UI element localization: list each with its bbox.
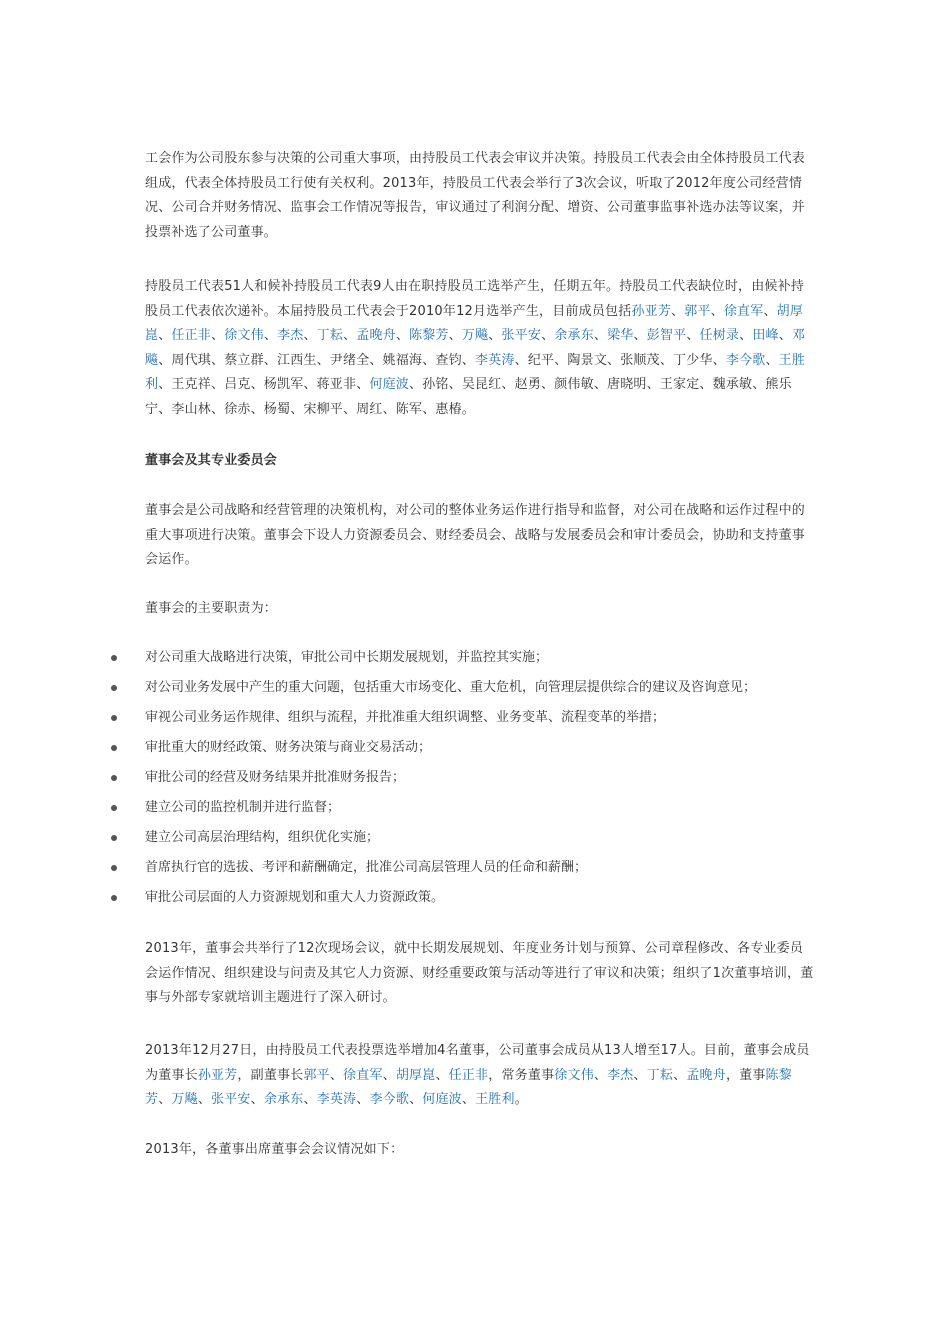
text-run: 、 [673,1067,687,1083]
text-run: 、 [409,1092,423,1107]
text-run: 、 [541,328,555,343]
text-run: 、 [382,1067,396,1083]
text-run: 、 [739,328,753,343]
text-run: 、 [197,1092,212,1107]
text-run: 、孙铭、吴昆红、赵勇、颜伟敏、唐晓明、王家定、魏承敏、熊乐宁、李山林、徐赤、杨蜀、宋柳平、周红、陈军、惠椿。 [145,377,792,417]
text-run: 2013年12月27日，由持股员工代表投票选举增加4名董事，公司董事会成员从13人增至17人。目前，董事会成员为董事长 [145,1043,810,1083]
person-link[interactable]: 徐文伟 [554,1067,594,1083]
person-link[interactable]: 丁耘 [646,1067,674,1083]
text-run: 、 [395,328,410,343]
person-link[interactable]: 丁耘 [316,328,344,343]
person-link[interactable]: 梁华 [607,328,634,343]
text-run: 、 [671,303,685,319]
person-link[interactable]: 任正非 [448,1067,489,1083]
person-link[interactable]: 邓飚 [145,328,806,368]
section-heading: 董事会及其专业委员会 [145,453,278,468]
bullet-icon [111,835,117,841]
person-link[interactable]: 孟晚舟 [686,1067,726,1083]
person-link[interactable]: 胡厚崑 [395,1067,436,1083]
text-run: ，董事 [725,1067,766,1083]
text-run: 、王克祥、吕克、杨凯军、蒋亚非、 [158,377,370,392]
text-run: 、 [778,328,792,343]
person-link[interactable]: 万飚 [461,328,489,343]
person-link[interactable]: 孙亚芳 [197,1067,238,1083]
bullet-icon [111,685,117,691]
person-link[interactable]: 张平安 [501,328,542,343]
person-link[interactable]: 李杰 [607,1067,634,1083]
paragraph-board-members [145,1039,815,1113]
paragraph-representatives [145,275,815,422]
text-run: 、 [356,1092,370,1107]
text-run: 、 [435,1067,449,1083]
person-link[interactable]: 张平安 [211,1092,251,1107]
person-link[interactable]: 郭平 [684,303,711,319]
text-run: 、 [448,328,462,343]
text-run: 、 [633,1067,647,1083]
text-run: 、 [461,1092,476,1107]
person-link[interactable]: 徐直军 [343,1067,383,1083]
person-link[interactable]: 胡厚崑 [145,303,804,343]
bullet-icon [111,655,117,661]
text-run: 、 [593,328,608,343]
text-run: 、 [686,328,700,343]
list-item: 审批重大的财经政策、财务决策与商业交易活动； [0,733,950,763]
text-run: 、纪平、陶景文、张顺茂、丁少华、 [514,352,726,368]
person-link[interactable]: 任正非 [171,328,212,343]
text-run: 、周代琪、蔡立群、江西生、尹绪全、姚福海、查钧、 [158,352,476,368]
list-item: 对公司业务发展中产生的重大问题，包括重大市场变化、重大危机，向管理层提供综合的建议及咨询意见； [0,673,950,703]
text-run: 、 [763,303,777,319]
person-link[interactable]: 李今歌 [725,352,766,368]
list-item: 建立公司的监控机制并进行监督； [0,793,950,823]
person-link[interactable]: 孟晚舟 [356,328,396,343]
person-link[interactable]: 李英涛 [475,352,515,368]
text-run: 、 [343,328,357,343]
text-run: 、 [765,352,779,368]
person-link[interactable]: 田峰 [752,328,779,343]
person-link[interactable]: 余承东 [263,1092,304,1107]
list-item: 建立公司高层治理结构，组织优化实施； [0,823,950,853]
text-run: 持股员工代表51人和候补持股员工代表9人由在职持股员工选举产生，任期五年。持股员工代表缺位时，由候补持股员工代表依次递补。本届持股员工代表会于2010年12月选举产生，目前成员包括 [145,279,805,319]
text-run: 、 [488,328,502,343]
person-link[interactable]: 郭平 [303,1067,330,1083]
text-run: 、 [303,1092,317,1107]
bullet-icon [111,865,117,871]
text-run: 、 [158,328,172,343]
person-link[interactable]: 陈黎芳 [145,1067,792,1107]
paragraph-board-meetings: 2013年，董事会共举行了12次现场会议，就中长期发展规划、年度业务计划与预算、公司章程修改、各专业委员会运作情况、组织建设与问责及其它人力资源、财经重要政策与活动等进行了审议和决策；组织了1次董事培训，董事与外部专家就培训主题进行了深入研讨。 [145,941,814,1005]
person-link[interactable]: 徐文伟 [224,328,264,343]
person-link[interactable]: 孙亚芳 [631,303,672,319]
paragraph-duties-intro: 董事会的主要职责为： [145,601,278,616]
person-link[interactable]: 李今歌 [369,1092,410,1107]
bullet-icon [111,745,117,751]
list-item: 首席执行官的选拔、考评和薪酬确定，批准公司高层管理人员的任命和薪酬； [0,853,950,883]
text-run: 、 [710,303,724,319]
list-item: 审批公司层面的人力资源规划和重大人力资源政策。 [0,883,950,913]
paragraph-shareholder-meeting: 工会作为公司股东参与决策的公司重大事项，由持股员工代表会审议并决策。持股员工代表会由全体持股员工代表组成，代表全体持股员工行使有关权利。2013年，持股员工代表会举行了3次会议，听取了2012年度公司经营情况、公司合并财务情况、监事会工作情况等报告，审议通过了利润分配、增资、公司董事监事补选办法等议案，并投票补选了公司董事。 [145,151,806,240]
text-run: 。 [514,1092,528,1107]
person-link[interactable]: 王胜利 [145,352,806,392]
bullet-icon [111,895,117,901]
text-run: 、 [329,1067,344,1083]
person-link[interactable]: 徐直军 [723,303,764,319]
list-item: 对公司重大战略进行决策，审批公司中长期发展规划，并监控其实施； [0,643,950,673]
text-run: 、 [633,328,647,343]
text-run: ，常务董事 [488,1067,555,1083]
person-link[interactable]: 余承东 [554,328,594,343]
person-link[interactable]: 万飚 [171,1092,198,1107]
paragraph-attendance-intro: 2013年，各董事出席董事会会议情况如下： [145,1142,404,1157]
list-item: 审视公司业务运作规律、组织与流程，并批准重大组织调整、业务变革、流程变革的举措； [0,703,950,733]
paragraph-board-intro: 董事会是公司战略和经营管理的决策机构，对公司的整体业务运作进行指导和监督，对公司在战略和运作过程中的重大事项进行决策。董事会下设人力资源委员会、财经委员会、战略与发展委员会和审计委员会，协助和支持董事会运作。 [145,503,806,567]
text-run: ，副董事长 [237,1067,304,1083]
text-run: 、 [211,328,225,343]
text-run: 、 [303,328,317,343]
text-run: 、 [263,328,278,343]
bullet-icon [111,715,117,721]
person-link[interactable]: 陈黎芳 [409,328,449,343]
list-item: 审批公司的经营及财务结果并批准财务报告； [0,763,950,793]
person-link[interactable]: 彭智平 [646,328,687,343]
text-run: 、 [250,1092,264,1107]
person-link[interactable]: 李杰 [277,328,304,343]
person-link[interactable]: 何庭波 [369,377,410,392]
bullet-icon [111,805,117,811]
person-link[interactable]: 何庭波 [422,1092,462,1107]
person-link[interactable]: 李英涛 [316,1092,357,1107]
bullet-icon [111,775,117,781]
text-run: 、 [593,1067,608,1083]
person-link[interactable]: 王胜利 [475,1092,515,1107]
text-run: 、 [158,1092,172,1107]
duties-list [0,643,950,913]
person-link[interactable]: 任树录 [699,328,740,343]
